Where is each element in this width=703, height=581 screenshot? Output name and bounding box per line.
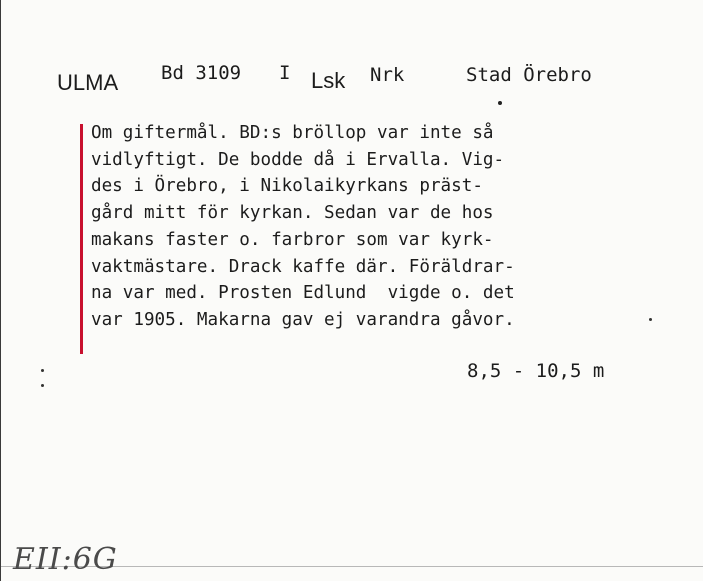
ink-speck	[649, 318, 652, 321]
header-word: ULMA	[57, 70, 119, 95]
header-lsk: Lsk	[311, 68, 346, 93]
body-line: na var med. Prosten Edlund vigde o. det	[91, 283, 515, 304]
ink-speck	[41, 369, 44, 372]
archive-signature: EII:6G	[13, 542, 118, 577]
ink-speck	[41, 384, 44, 387]
body-line: Om giftermål. BD:s bröllop var inte så	[91, 123, 494, 143]
body-line: gård mitt för kyrkan. Sedan var de hos	[91, 203, 494, 224]
ink-dot	[498, 101, 502, 105]
body-line: vaktmästare. Drack kaffe där. Föräldrar-	[91, 256, 515, 277]
body-line: var 1905. Makarna gav ej varandra gåvor.	[91, 309, 515, 330]
measurement-note: 8,5 - 10,5 m	[467, 360, 605, 382]
margin-rule	[80, 124, 83, 354]
header-numeral: I	[279, 62, 291, 84]
header-place: Stad Örebro	[466, 64, 592, 86]
body-line: des i Örebro, i Nikolaikyrkans präst-	[91, 176, 483, 197]
body-line: vidlyftigt. De bodde då i Ervalla. Vig-	[91, 149, 505, 170]
body-line: makans faster o. farbror som var kyrk-	[91, 229, 494, 250]
header-nrk: Nrk	[370, 64, 405, 86]
card-body-text	[91, 120, 671, 334]
header-code: Bd 3109	[161, 62, 242, 84]
